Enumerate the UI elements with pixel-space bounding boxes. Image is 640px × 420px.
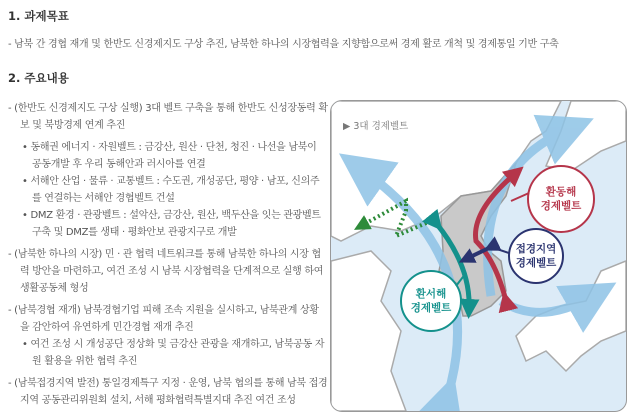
border-belt-line1: 접경지역: [515, 243, 557, 255]
sub-item: • DMZ 환경 · 관광벨트 : 설악산, 금강산, 원산, 백두산을 잇는 관광벨트 구축 및 DMZ를 생태 · 평화안보 관광지구로 개발: [22, 210, 321, 238]
sub-item: • 여건 조성 시 개성공단 정상화 및 금강산 관광을 재개하고, 남북공동 자원 활용을 위한 협력 추진: [22, 339, 325, 367]
west-belt-line2: 경제벨트: [410, 302, 452, 314]
content-list: [8, 100, 328, 414]
west-belt-label: [396, 287, 466, 315]
section1-heading: 1. 과제목표: [8, 9, 69, 23]
goal-text: - 남북 간 경협 재개 및 한반도 신경제지도 구상 추진, 남북한 하나의 시장협력을 지향함으로써 경제 활로 개척 및 경제통일 기반 구축: [8, 39, 559, 50]
list-item: - (한반도 신경제지도 구상 실행) 3대 벨트 구축을 통해 한반도 신성장동력 확보 및 북방경제 연계 추진: [8, 103, 328, 131]
map-graphic: [331, 101, 626, 411]
east-belt-line2: 경제벨트: [540, 200, 582, 212]
west-belt-line1: 환서해: [415, 288, 447, 300]
list-item: - (남북접경지역 발전) 통일경제특구 지정 · 운영, 남북 협의를 통해 남북 접경지역 공동관리위원회 설치, 서해 평화협력특별지대 추진 여건 조성: [8, 378, 328, 406]
east-belt-label: [526, 185, 596, 213]
economic-belt-map: [330, 100, 627, 412]
sub-item: • 서해안 산업 · 물류 · 교통벨트 : 수도권, 개성공단, 평양 · 남포, 신의주를 연결하는 서해안 경협벨트 건설: [22, 176, 320, 204]
map-title: ▶ 3대 경제벨트: [343, 121, 409, 132]
border-belt-label: [501, 242, 571, 270]
list-item: - (남북한 하나의 시장) 민 · 관 협력 네트워크를 통해 남북한 하나의 시장 협력 방안을 마련하고, 여건 조성 시 남북 시장협력을 단계적으로 실행 하여 생활공동체 형성: [8, 249, 324, 294]
list-item: - (남북경협 재개) 남북경협기업 피해 조속 지원을 실시하고, 남북관계 상황을 감안하여 유연하게 민간경협 재개 추진: [8, 305, 319, 333]
section2-heading: 2. 주요내용: [8, 71, 69, 85]
border-belt-line2: 경제벨트: [515, 257, 557, 269]
sub-item: • 동해권 에너지 · 자원벨트 : 금강산, 원산 · 단천, 청진 · 나선을 남북이 공동개발 후 우리 동해안과 러시아를 연결: [22, 142, 317, 170]
east-belt-line1: 환동해: [545, 186, 577, 198]
